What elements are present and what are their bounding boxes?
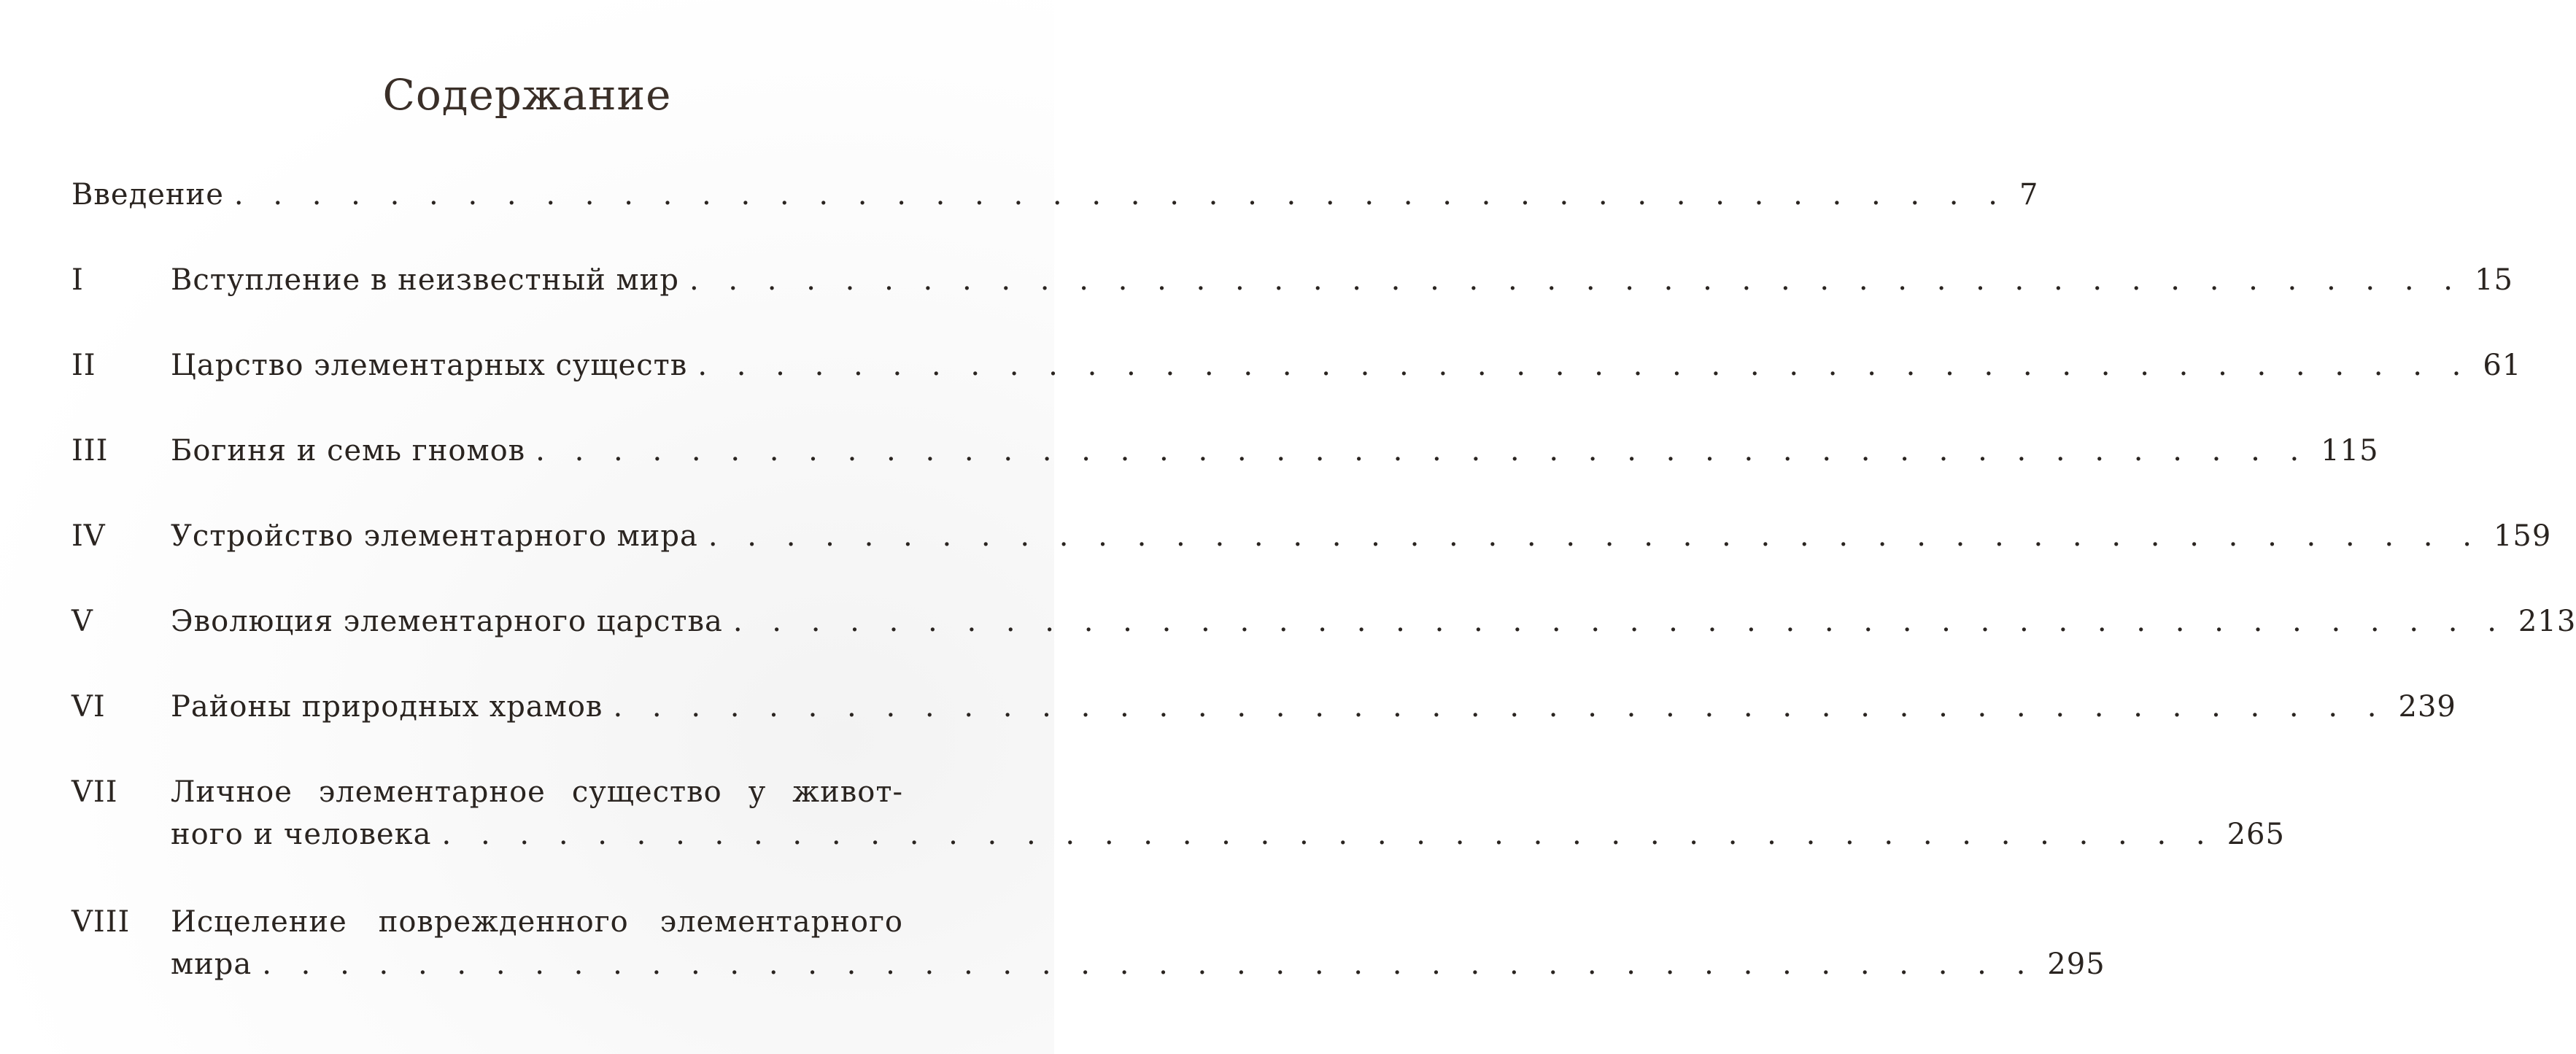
chapter-number: III (71, 434, 109, 468)
dot-leader: . . . . . . . . . . . . . . . . . . . . . . . . . . . . . . . . . . . . . . . . . . . . . . (689, 263, 2463, 297)
toc-entry-2[interactable] (71, 344, 2522, 387)
dot-leader: . . . . . . . . . . . . . . . . . . . . . . . . . . . . . . . . . . . . . . . . . . . . . . (233, 178, 2008, 212)
page-number: 295 (2047, 948, 2105, 981)
toc-entry-8[interactable] (71, 901, 2105, 985)
toc-entry-4[interactable] (71, 515, 2552, 557)
page-number: 213 (2518, 605, 2576, 638)
chapter-number: VII (71, 775, 118, 809)
page-number: 239 (2398, 690, 2456, 724)
entry-title: Эволюция элементарного царства (171, 605, 723, 638)
toc-title: Содержание (382, 70, 672, 120)
entry-title: Вступление в неизвестный мир (171, 263, 679, 297)
entry-title: Богиня и семь гномов (171, 434, 526, 468)
chapter-number: II (71, 349, 96, 382)
page-number: 61 (2483, 349, 2522, 382)
toc-entry-3[interactable] (71, 430, 2379, 472)
chapter-number: IV (71, 519, 106, 553)
entry-title-line-2: мира (171, 948, 252, 981)
toc-entry-intro[interactable] (71, 174, 2039, 216)
dot-leader: . . . . . . . . . . . . . . . . . . . . . . . . . . . . . . . . . . . . . . . . . . . . . . (535, 434, 2310, 468)
toc-entry-7[interactable] (71, 771, 2285, 856)
dot-leader: . . . . . . . . . . . . . . . . . . . . . . . . . . . . . . . . . . . . . . . . . . . . . . (441, 818, 2216, 851)
toc-entry-5[interactable] (71, 600, 2576, 643)
page-number: 115 (2321, 434, 2379, 468)
dot-leader: . . . . . . . . . . . . . . . . . . . . . . . . . . . . . . . . . . . . . . . . . . . . . . (262, 948, 2036, 981)
page-number: 15 (2475, 263, 2513, 297)
entry-title-line-1: Исцеление поврежденного элементарного (171, 905, 903, 939)
page-number: 7 (2019, 178, 2039, 212)
entry-title: Районы природных храмов (171, 690, 603, 724)
chapter-number: V (71, 605, 93, 638)
chapter-number: VI (71, 690, 106, 724)
dot-leader: . . . . . . . . . . . . . . . . . . . . . . . . . . . . . . . . . . . . . . . . . . . . . . (732, 605, 2507, 638)
chapter-number: I (71, 263, 84, 297)
dot-leader: . . . . . . . . . . . . . . . . . . . . . . . . . . . . . . . . . . . . . . . . . . . . . . (697, 349, 2472, 382)
page-number: 265 (2227, 818, 2285, 851)
entry-title: Введение (71, 178, 224, 212)
page-number: 159 (2493, 519, 2552, 553)
dot-leader: . . . . . . . . . . . . . . . . . . . . . . . . . . . . . . . . . . . . . . . . . . . . . . (613, 690, 2387, 724)
entry-title: Устройство элементарного мира (171, 519, 698, 553)
toc-entry-6[interactable] (71, 686, 2456, 728)
toc-entry-1[interactable] (71, 259, 2513, 301)
entry-title-line-2: ного и человека (171, 818, 432, 851)
chapter-number: VIII (71, 905, 131, 939)
entry-title-line-1: Личное элементарное существо у живот- (171, 775, 903, 809)
entry-title: Царство элементарных существ (171, 349, 688, 382)
dot-leader: . . . . . . . . . . . . . . . . . . . . . . . . . . . . . . . . . . . . . . . . . . . . . . (708, 519, 2482, 553)
